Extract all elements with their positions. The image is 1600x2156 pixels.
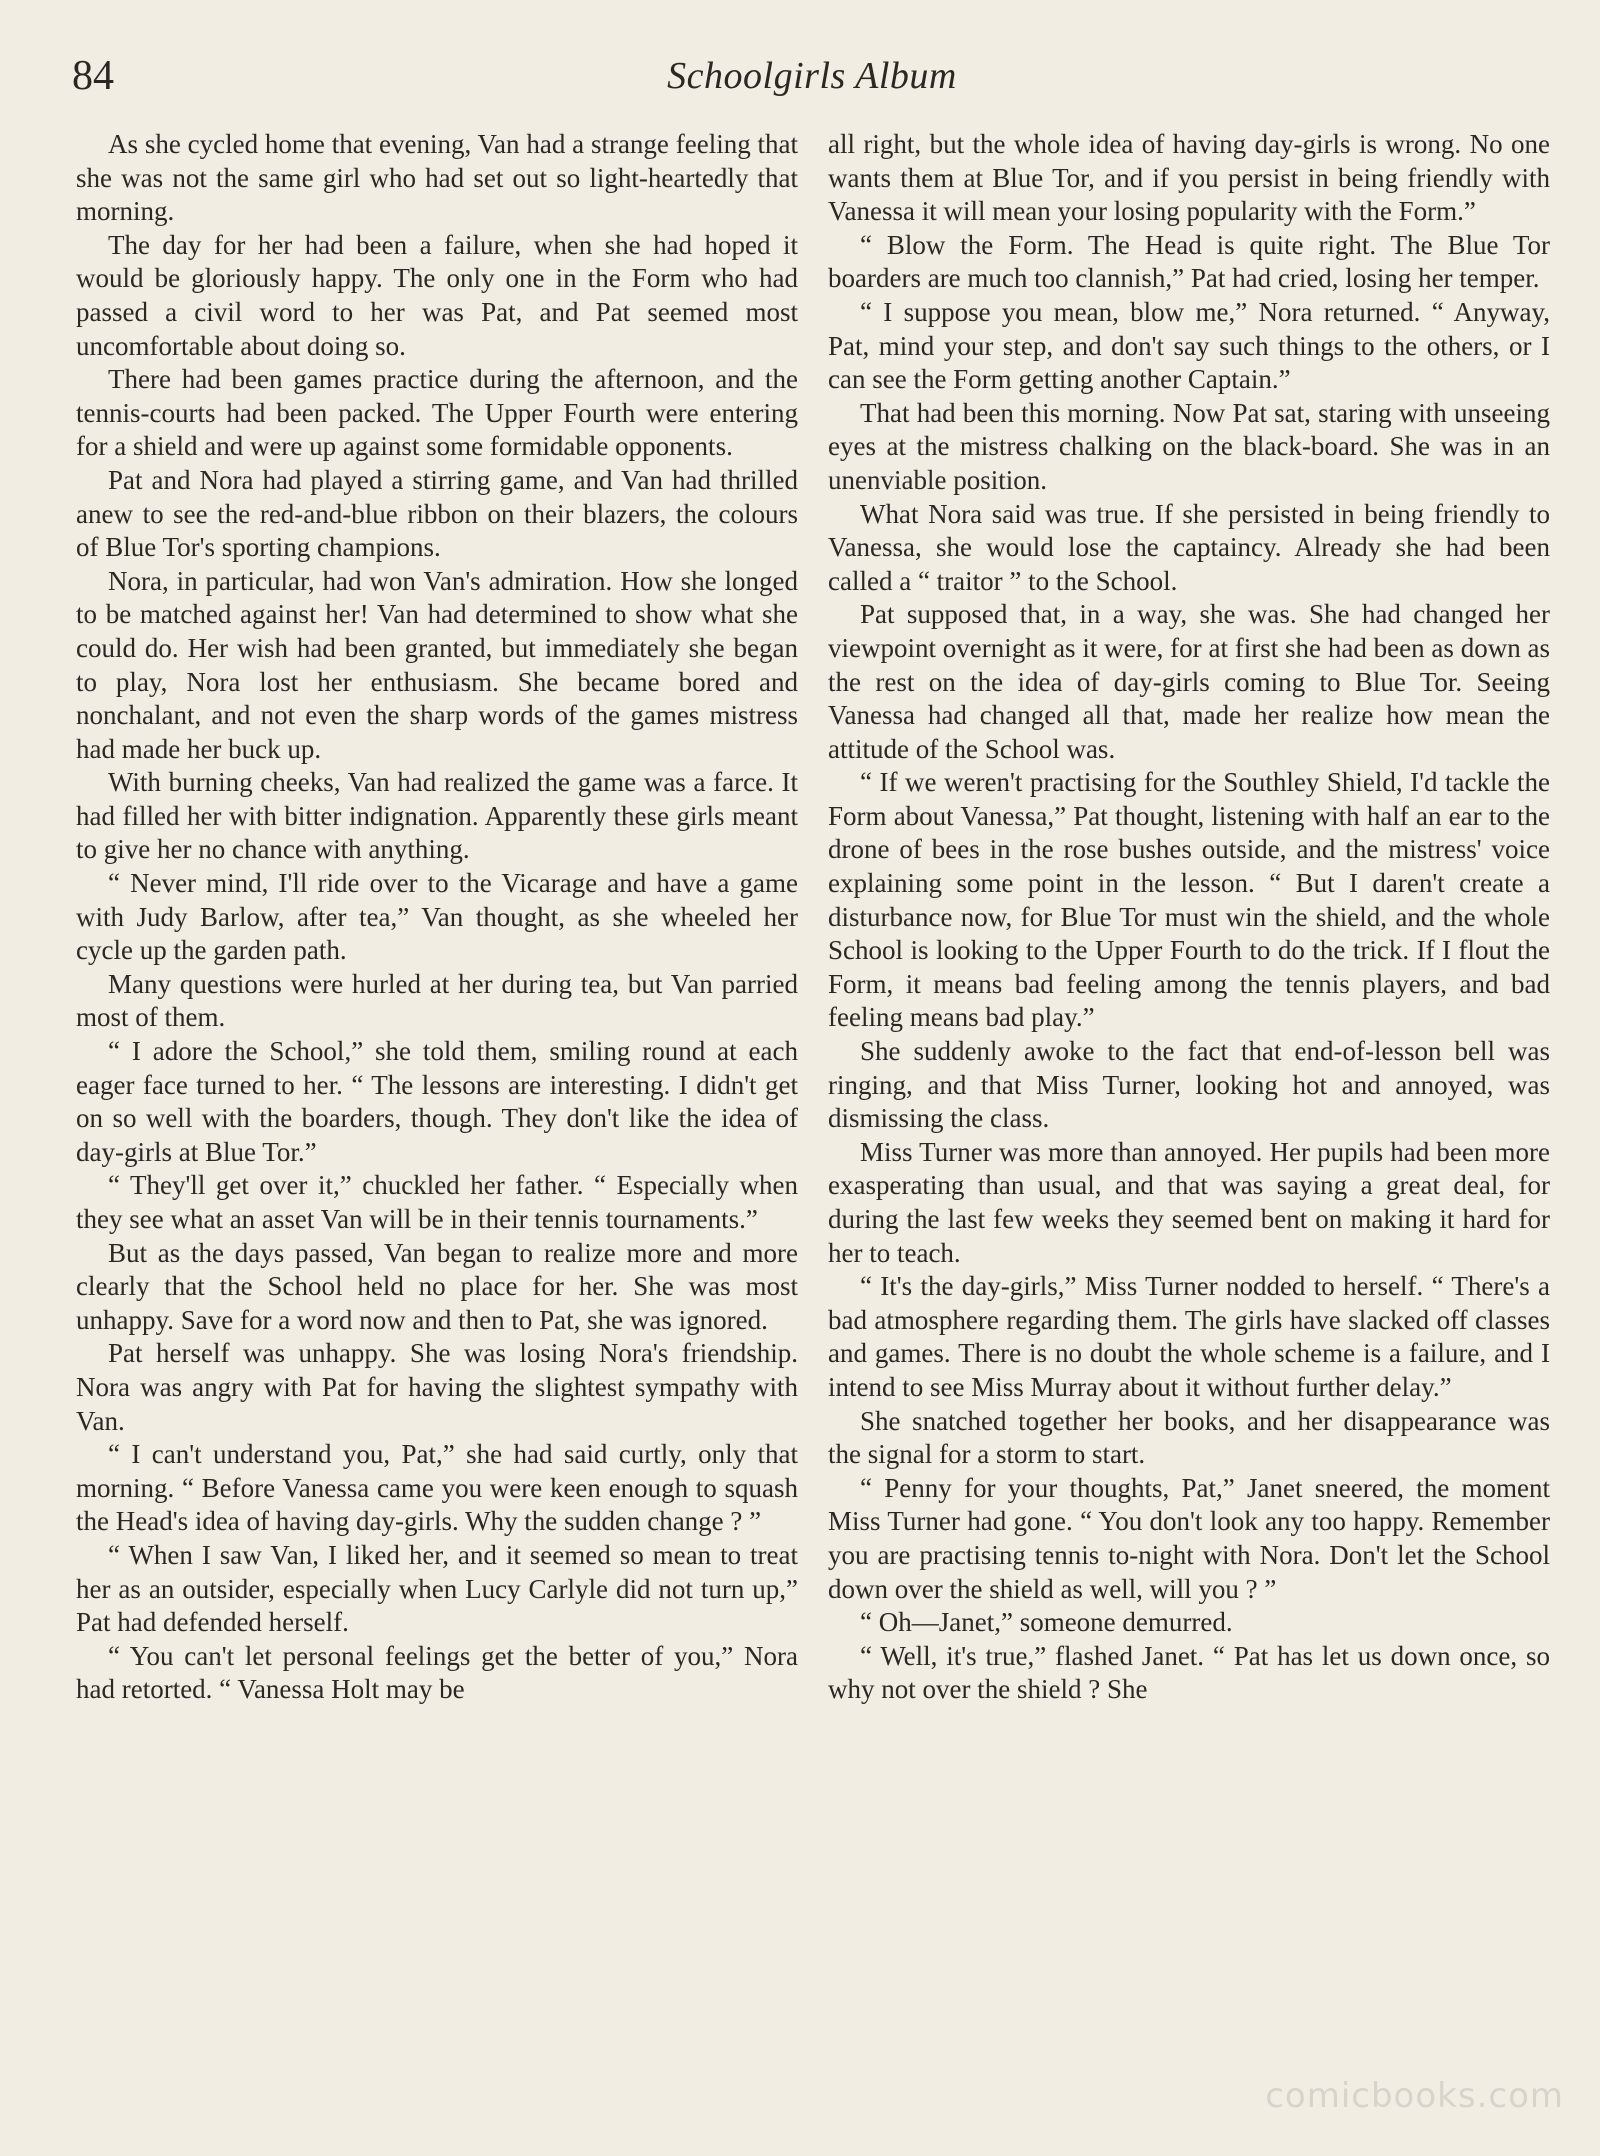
- paragraph: As she cycled home that evening, Van had a strange feeling that she was not the same girl who had set out so light-heartedly that morning.: [76, 129, 798, 227]
- paragraph: “ Blow the Form. The Head is quite right. The Blue Tor boarders are much too clannish,” Pat had cried, losing her temper.: [828, 229, 1550, 294]
- paragraph: Nora, in particular, had won Van's admiration. How she longed to be matched against her! Van had determined to show what she could do. Her wish had been granted, but immediately she began to play, Nora lost her enthusiasm. She became bored and nonchalant, and not even the sharp words of the games mistress had made her buck up.: [76, 565, 798, 764]
- paragraph: With burning cheeks, Van had realized the game was a farce. It had filled her with bitter indignation. Apparently these girls meant to give her no chance with anything.: [76, 767, 798, 865]
- paragraph: The day for her had been a failure, when she had hoped it would be gloriously happy. The only one in the Form who had passed a civil word to her was Pat, and Pat seemed most uncomfortable about doing so.: [76, 229, 798, 361]
- paragraph: “ You can't let personal feelings get the better of you,” Nora had retorted. “ Vanessa Holt may be: [76, 1640, 798, 1705]
- paragraph: “ I can't understand you, Pat,” she had said curtly, only that morning. “ Before Vanessa came you were keen enough to squash the Head's idea of having day-girls. Why the sudden change ? ”: [76, 1439, 798, 1537]
- paragraph: Pat and Nora had played a stirring game, and Van had thrilled anew to see the red-and-blue ribbon on their blazers, the colours of Blue Tor's sporting champions.: [76, 464, 798, 563]
- paragraph: There had been games practice during the afternoon, and the tennis-courts had been packed. The Upper Fourth were entering for a shield and were up against some formidable opponents.: [76, 364, 798, 462]
- page-number: 84: [72, 53, 114, 99]
- paragraph: She snatched together her books, and her disappearance was the signal for a storm to start.: [828, 1405, 1550, 1470]
- page-header: [72, 52, 1552, 112]
- watermark: comicbooks.com: [1265, 2076, 1564, 2116]
- paragraph: “ Oh—Janet,” someone demurred.: [860, 1607, 1233, 1638]
- paragraph: Miss Turner was more than annoyed. Her pupils had been more exasperating than usual, and that was saying a great deal, for during the last few weeks they seemed bent on making it hard for her to teach.: [828, 1136, 1550, 1268]
- left-column: [76, 128, 798, 1707]
- paragraph: “ If we weren't practising for the Southley Shield, I'd tackle the Form about Vanessa,” Pat thought, listening with half an ear to the drone of bees in the rose bushes outside, and the mistress' voice explaining some point in the lesson. “ But I daren't create a disturbance now, for Blue Tor must win the shield, and the whole School is looking to the Upper Fourth to do the trick. If I flout the Form, it means bad feeling among the tennis players, and bad feeling means bad play.”: [828, 767, 1550, 1033]
- paragraph: That had been this morning. Now Pat sat, staring with unseeing eyes at the mistress chalking on the black-board. She was in an unenviable position.: [828, 397, 1550, 495]
- paragraph: “ They'll get over it,” chuckled her father. “ Especially when they see what an asset Van will be in their tennis tournaments.”: [76, 1170, 798, 1234]
- paragraph: Pat herself was unhappy. She was losing Nora's friendship. Nora was angry with Pat for having the slightest sympathy with Van.: [76, 1338, 798, 1436]
- paragraph: “ Never mind, I'll ride over to the Vicarage and have a game with Judy Barlow, after tea,” Van thought, as she wheeled her cycle up the garden path.: [76, 868, 798, 966]
- paragraph: “ When I saw Van, I liked her, and it seemed so mean to treat her as an outsider, especially when Lucy Carlyle did not turn up,” Pat had defended herself.: [76, 1539, 798, 1638]
- paragraph: “ I adore the School,” she told them, smiling round at each eager face turned to her. “ The lessons are interesting. I didn't get on so well with the boarders, though. They don't like the idea of day-girls at Blue Tor.”: [76, 1036, 798, 1167]
- paragraph: But as the days passed, Van began to realize more and more clearly that the School held no place for her. She was most unhappy. Save for a word now and then to Pat, she was ignored.: [76, 1237, 798, 1335]
- paragraph: Many questions were hurled at her during tea, but Van parried most of them.: [76, 968, 798, 1033]
- paragraph: all right, but the whole idea of having day-girls is wrong. No one wants them at Blue Tor, and if you persist in being friendly with Vanessa it will mean your losing popularity with the Form.”: [828, 129, 1550, 227]
- paragraph: “ Penny for your thoughts, Pat,” Janet sneered, the moment Miss Turner had gone. “ You don't look any too happy. Remember you are practising tennis to-night with Nora. Don't let the School down over the shield as well, will you ? ”: [828, 1472, 1550, 1604]
- paragraph: Pat supposed that, in a way, she was. She had changed her viewpoint overnight as it were, for at first she had been as down as the rest on the idea of day-girls coming to Blue Tor. Seeing Vanessa had changed all that, made her realize how mean the attitude of the School was.: [828, 599, 1550, 764]
- right-column: [828, 128, 1550, 1707]
- paragraph: “ I suppose you mean, blow me,” Nora returned. “ Anyway, Pat, mind your step, and don't say such things to the others, or I can see the Form getting another Captain.”: [828, 296, 1550, 395]
- paragraph: “ Well, it's true,” flashed Janet. “ Pat has let us down once, so why not over the shield ? She: [828, 1640, 1550, 1705]
- paragraph: What Nora said was true. If she persisted in being friendly to Vanessa, she would lose the captaincy. Already she had been called a “ traitor ” to the School.: [828, 498, 1550, 596]
- paragraph: She suddenly awoke to the fact that end-of-lesson bell was ringing, and that Miss Turner, looking hot and annoyed, was dismissing the class.: [828, 1036, 1550, 1134]
- paragraph: “ It's the day-girls,” Miss Turner nodded to herself. “ There's a bad atmosphere regarding them. The girls have slacked off classes and games. There is no doubt the whole scheme is a failure, and I intend to see Miss Murray about it without further delay.”: [828, 1271, 1550, 1402]
- running-title: Schoolgirls Album: [667, 55, 957, 97]
